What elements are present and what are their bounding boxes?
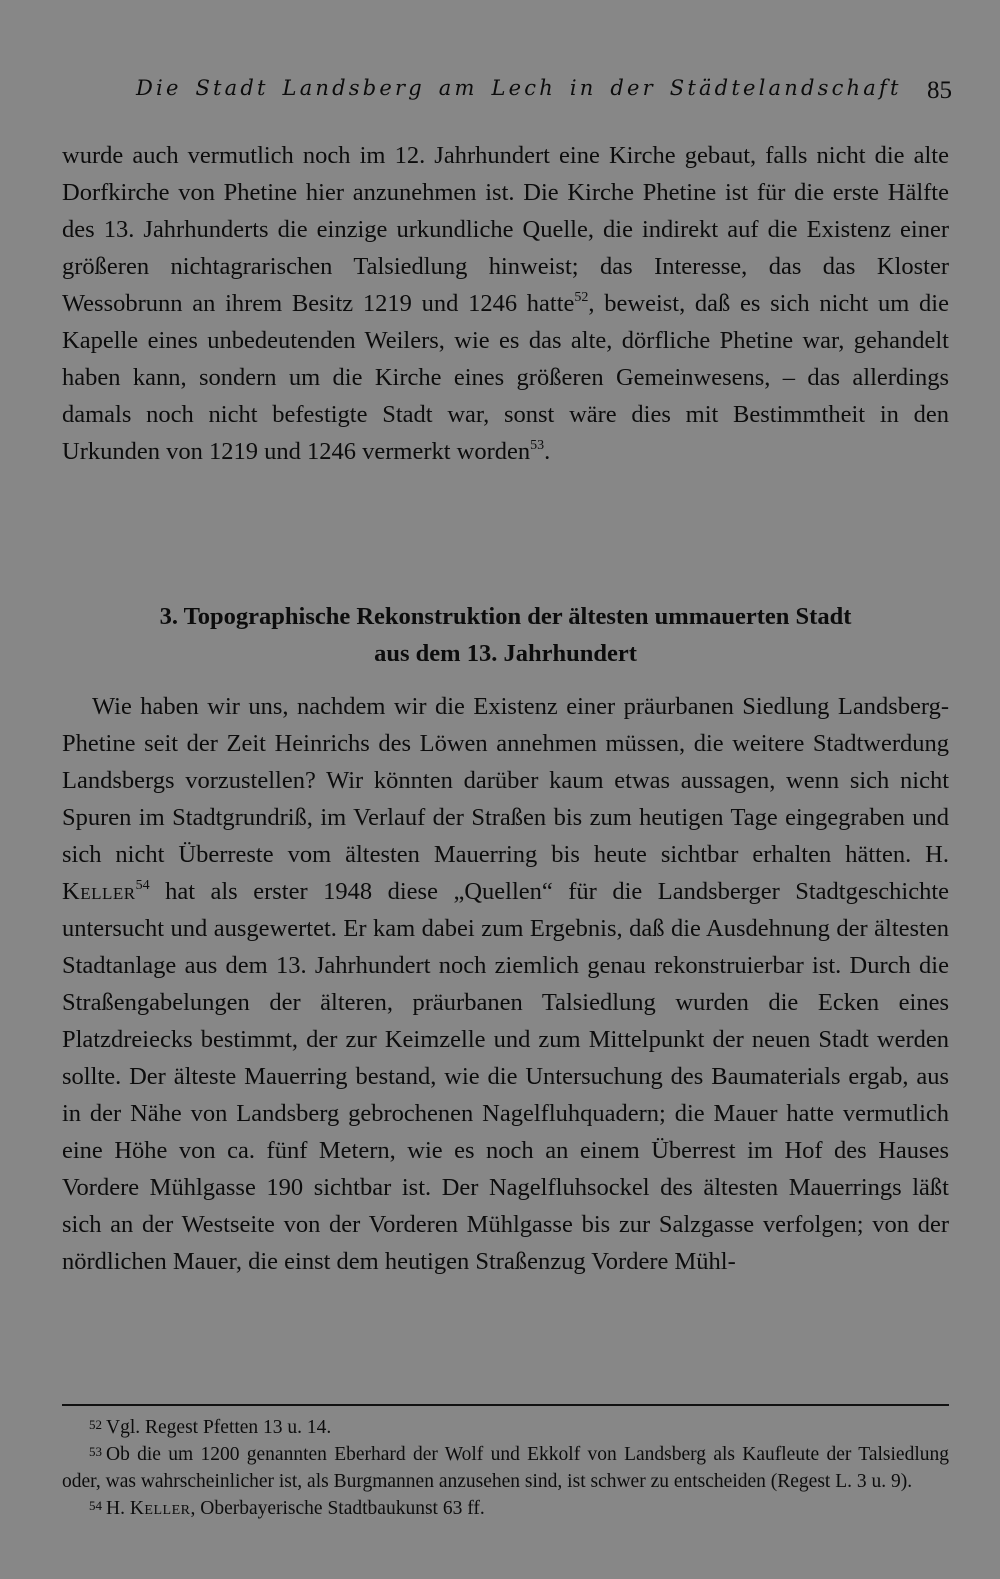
footnote-divider [62, 1404, 949, 1406]
section-heading-line-1: 3. Topographische Rekonstruktion der ältesten ummauerten Stadt [159, 603, 852, 630]
footnote-mark: 53 [89, 1444, 102, 1459]
running-title: Die Stadt Landsberg am Lech in der Städtelandschaft [136, 76, 902, 100]
paragraph-2 [62, 688, 949, 1280]
footnote-mark: 54 [89, 1498, 102, 1513]
footnote-text: Ob die um 1200 genannten Eberhard der Wolf und Ekkolf von Landsberg als Kaufleute der Talsiedlung oder, was wahrscheinlicher ist, als Burgmannen anzusehen sind, ist schwer zu entscheiden (Regest L. 3 u. 9). [62, 1444, 949, 1492]
footnote-mark: 52 [89, 1417, 102, 1432]
author-name: Keller [62, 878, 136, 905]
paragraph-1-text-c: . [544, 438, 551, 465]
footnote-ref-54: 54 [135, 878, 150, 893]
footnote-author: Keller [129, 1498, 191, 1519]
paragraph-2-text-a: Wie haben wir uns, nachdem wir die Existenz einer präurbanen Siedlung Landsberg-Phetine seit der Zeit Heinrichs des Löwen annehmen müssen, die weitere Stadtwerdung Landsbergs vorzustellen? Wir könnten darüber kaum etwas aussagen, wenn sich nicht Spuren im Stadtgrundriß, im Verlauf der Straßen bis zum heutigen Tage eingegraben und sich nicht Überreste vom ältesten Mauerring bis heute sichtbar erhalten hätten. H. [62, 693, 949, 868]
paragraph-1 [62, 137, 949, 470]
footnote-53 [62, 1441, 949, 1495]
footnote-ref-53: 53 [530, 438, 545, 453]
footnote-text-post: , Oberbayerische Stadtbaukunst 63 ff. [190, 1498, 485, 1519]
paragraph-1-text-a: wurde auch vermutlich noch im 12. Jahrhundert eine Kirche gebaut, falls nicht die alte Dorfkirche von Phetine hier anzunehmen ist. Die Kirche Phetine ist für die erste Hälfte des 13. Jahrhunderts die einzige urkundliche Quelle, die indirekt auf die Existenz einer größeren nichtagrarischen Talsiedlung hinweist; das Interesse, das das Kloster Wessobrunn an ihrem Besitz 1219 und 1246 hatte [62, 142, 949, 317]
footnotes [62, 1414, 949, 1522]
section-heading [62, 598, 949, 672]
footnote-text-pre: H. [106, 1498, 130, 1519]
footnote-text: Vgl. Regest Pfetten 13 u. 14. [106, 1417, 332, 1438]
running-head [62, 76, 952, 108]
paragraph-1-text-b: , beweist, daß es sich nicht um die Kapelle eines unbedeutenden Weilers, wie es das alte, dörfliche Phetine war, gehandelt haben kann, sondern um die Kirche eines größeren Gemeinwesens, – das allerdings damals noch nicht befestigte Stadt war, sonst wäre dies mit Bestimmtheit in den Urkunden von 1219 und 1246 vermerkt worden [62, 290, 949, 465]
footnote-52 [62, 1414, 949, 1441]
footnote-ref-52: 52 [574, 290, 589, 305]
page-number: 85 [927, 77, 952, 104]
footnote-54 [62, 1495, 949, 1522]
paragraph-2-text-b: hat als erster 1948 diese „Quellen“ für die Landsberger Stadtgeschichte untersucht und ausgewertet. Er kam dabei zum Ergebnis, daß die Ausdehnung der ältesten Stadtanlage aus dem 13. Jahrhundert noch ziemlich genau rekonstruierbar ist. Durch die Straßengabelungen der älteren, präurbanen Talsiedlung wurden die Ecken eines Platzdreiecks bestimmt, der zur Keimzelle und zum Mittelpunkt der neuen Stadt werden sollte. Der älteste Mauerring bestand, wie die Untersuchung des Baumaterials ergab, aus in der Nähe von Landsberg gebrochenen Nagelfluhquadern; die Mauer hatte vermutlich eine Höhe von ca. fünf Metern, wie es noch an einem Überrest im Hof des Hauses Vordere Mühlgasse 190 sichtbar ist. Der Nagelfluhsockel des ältesten Mauerrings läßt sich an der Westseite von der Vorderen Mühlgasse bis zur Salzgasse verfolgen; von der nördlichen Mauer, die einst dem heutigen Straßenzug Vordere Mühl- [62, 878, 949, 1275]
section-heading-line-2: aus dem 13. Jahrhundert [374, 640, 637, 667]
